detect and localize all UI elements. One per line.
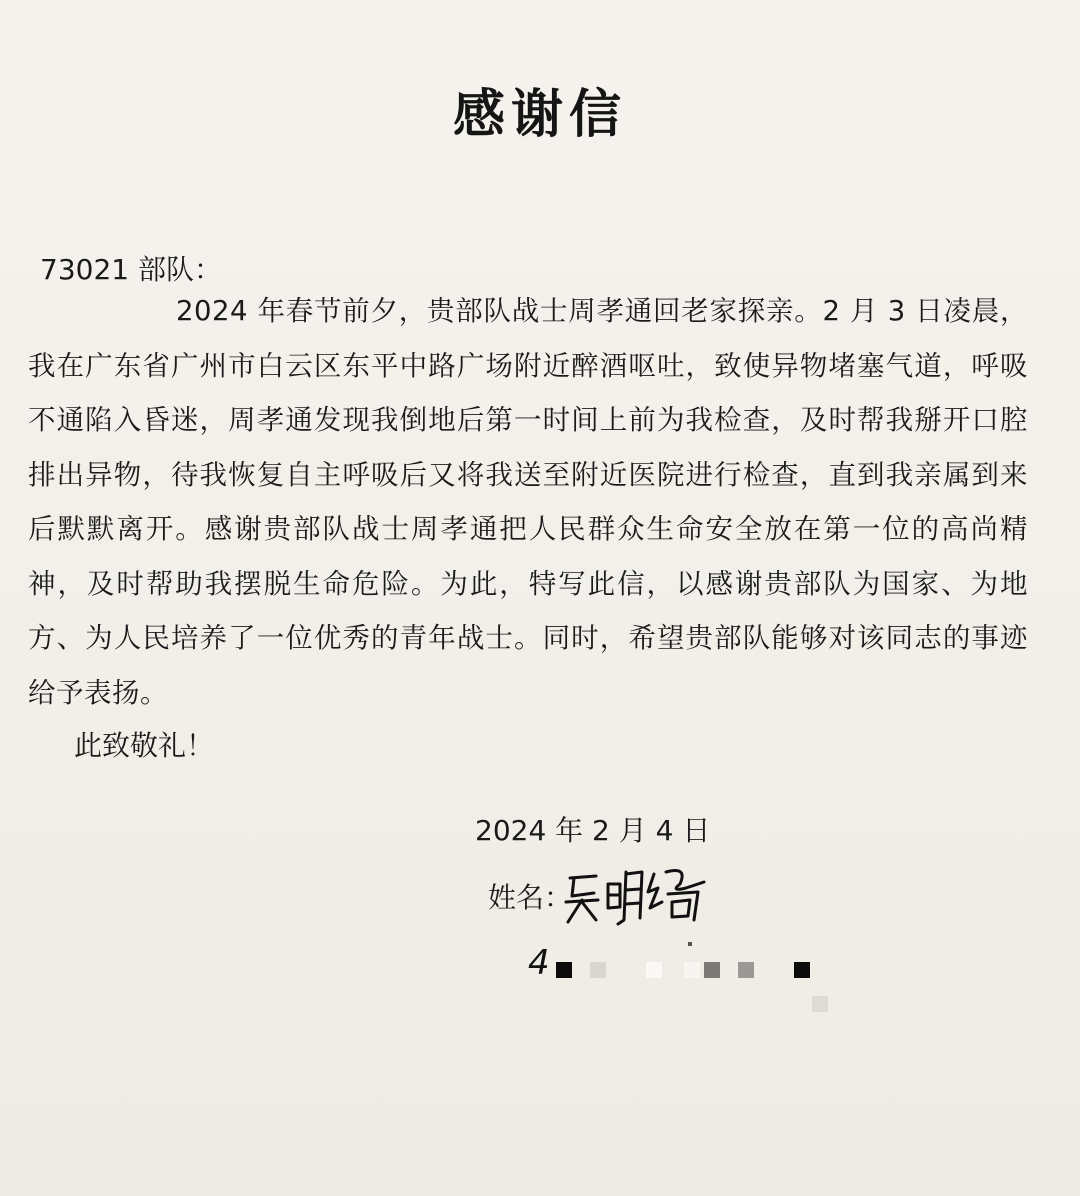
mosaic-block-5 [704, 962, 720, 978]
redacted-phone-number [528, 938, 848, 1028]
closing-line: 此致敬礼！ [74, 729, 215, 762]
name-label: 姓名： [488, 881, 573, 914]
mosaic-dot [688, 942, 692, 946]
phone-visible-digit: 4 [528, 943, 550, 983]
mosaic-block-1 [556, 962, 572, 978]
mosaic-block-4 [684, 962, 700, 978]
salutation: 73021 部队： [40, 253, 222, 286]
handwritten-signature [562, 862, 712, 932]
mosaic-block-8 [812, 996, 828, 1012]
mosaic-block-3 [646, 962, 662, 978]
mosaic-block-2 [590, 962, 606, 978]
letter-title: 感谢信 [452, 85, 627, 145]
letter-body: 2024 年春节前夕，贵部队战士周孝通回老家探亲。2 月 3 日凌晨，我在广东省广州市白云区东平中路广场附近醉酒呕吐，致使异物堵塞气道，呼吸不通陷入昏迷，周孝通发现我倒地后第一时间上前为我检查，及时帮我掰开口腔排出异物，待我恢复自主呼吸后又将我送至附近医院进行检查，直到我亲属到来后默默离开。感谢贵部队战士周孝通把人民群众生命安全放在第一位的高尚精神，及时帮助我摆脱生命危险。为此，特写此信，以感谢贵部队为国家、为地方、为人民培养了一位优秀的青年战士。同时，希望贵部队能够对该同志的事迹给予表扬。 [28, 295, 1028, 709]
letter-date: 2024 年 2 月 4 日 [475, 814, 711, 847]
mosaic-block-7 [794, 962, 810, 978]
mosaic-block-6 [738, 962, 754, 978]
